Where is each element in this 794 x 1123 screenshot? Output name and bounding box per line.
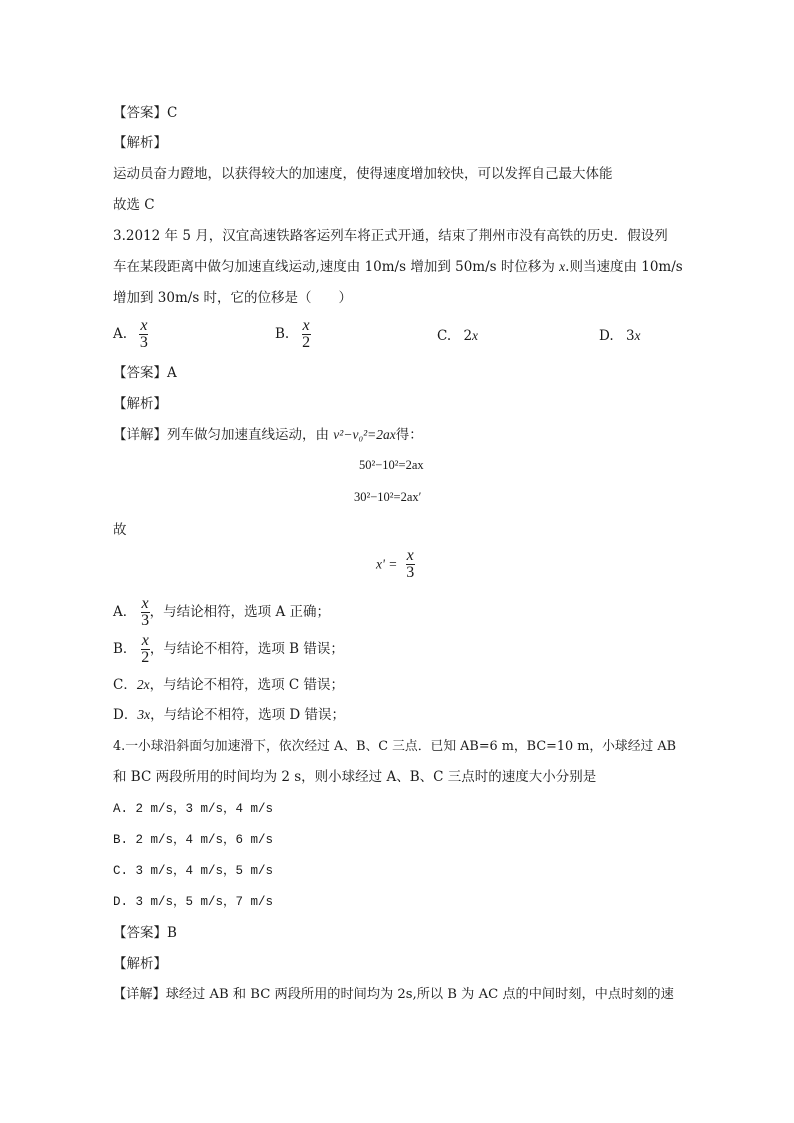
q3-explain-b	[113, 633, 344, 666]
q3-answer: 【答案】A	[113, 365, 177, 381]
q3-explain-a-text: ，与结论相符，选项 A 正确；	[149, 604, 330, 620]
fraction-numerator: x	[406, 547, 414, 564]
q3-result-lhs: x' =	[376, 556, 398, 572]
q4-stem-line2: 和 BC 两段所用的时间均为 2 s，则小球经过 A、B、C 三点时的速度大小分别是	[113, 769, 597, 785]
q3-explain-a	[113, 596, 330, 629]
q3-explain-d	[113, 706, 345, 724]
fraction-numerator: x	[140, 317, 148, 334]
q3-analysis-label: 【解析】	[113, 396, 167, 412]
q3-stem-line1: 3.2012 年 5 月，汉宜高速铁路客运列车将正式开通，结束了荆州市没有高铁的历史．假设列	[113, 228, 668, 244]
q4-option-a: A. 2 m/s，3 m/s，4 m/s	[113, 802, 274, 816]
q3-option-b-fraction	[302, 318, 311, 351]
q4-option-d: D. 3 m/s，5 m/s，7 m/s	[113, 895, 274, 909]
q3-option-a-label: A.	[113, 326, 128, 342]
q3-detail-a: 【详解】列车做匀加速直线运动，由	[113, 427, 334, 443]
q3-result-fraction	[406, 548, 415, 581]
q3-stem-line2-var: x	[559, 259, 566, 274]
q3-option-c-var: x	[472, 328, 479, 343]
q3-detail-formula: v²−v₀²=2ax	[333, 427, 396, 442]
q3-explain-a-label: A．	[113, 604, 137, 620]
q2-analysis-label: 【解析】	[113, 135, 167, 151]
q3-stem-line2	[113, 258, 683, 276]
fraction-denominator: 3	[141, 612, 150, 629]
q3-so: 故	[113, 522, 127, 538]
q3-option-b-label: B.	[275, 326, 290, 342]
q3-option-c-label: C.	[437, 328, 452, 344]
q4-answer: 【答案】B	[113, 925, 177, 941]
fraction-denominator: 3	[139, 334, 148, 351]
q3-explain-a-fraction	[141, 596, 150, 629]
q3-option-c-coef: 2	[463, 328, 473, 344]
q2-analysis-text: 运动员奋力蹬地，以获得较大的加速度，使得速度增加较快，可以发挥自己最大体能	[113, 166, 613, 182]
q3-option-c	[437, 327, 478, 345]
q4-detail: 【详解】球经过 AB 和 BC 两段所用的时间均为 2s,所以 B 为 AC 点的中间时刻，中点时刻的速	[113, 987, 674, 1002]
q3-explain-b-text: ，与结论不相符，选项 B 错误；	[149, 641, 344, 657]
q3-option-a-fraction	[139, 318, 148, 351]
fraction-numerator: x	[141, 595, 149, 612]
q3-detail	[113, 426, 423, 444]
q3-equation-1: 50²−10²=2ax	[359, 458, 424, 472]
fraction-denominator: 3	[406, 564, 415, 581]
q3-option-a	[113, 318, 148, 351]
q3-explain-c-expr: 2x	[136, 677, 150, 692]
q4-option-c: C. 3 m/s，4 m/s，5 m/s	[113, 864, 274, 878]
q4-analysis-label: 【解析】	[113, 956, 167, 972]
q3-stem-line3: 增加到 30m/s 时，它的位移是（ ）	[113, 290, 353, 306]
q3-option-d-var: x	[634, 328, 641, 343]
q4-stem-line1: 4.一小球沿斜面匀加速滑下，依次经过 A、B、C 三点．已知 AB=6 m，BC=10 m，小球经过 AB	[113, 739, 677, 754]
q4-option-b: B. 2 m/s，4 m/s，6 m/s	[113, 833, 274, 847]
q3-stem-line2-a: 车在某段距离中做匀加速直线运动,速度由 10m/s 增加到 50m/s 时位移为	[113, 259, 560, 275]
q3-explain-d-text: ，与结论不相符，选项 D 错误；	[150, 707, 345, 723]
q3-explain-b-label: B．	[113, 641, 137, 657]
fraction-numerator: x	[302, 317, 310, 334]
fraction-denominator: 2	[302, 334, 311, 351]
q3-option-d-label: D.	[599, 328, 614, 344]
q3-equation-2: 30²−10²=2ax′	[354, 490, 422, 504]
q3-option-b	[275, 318, 311, 351]
q3-explain-c	[113, 676, 344, 694]
q3-option-d-coef: 3	[625, 328, 635, 344]
q3-detail-b: 得：	[395, 427, 423, 443]
q3-explain-b-fraction	[141, 633, 150, 666]
q3-explain-d-label: D．	[113, 707, 138, 723]
q3-explain-d-expr: 3x	[137, 707, 151, 722]
q2-answer: 【答案】C	[113, 105, 178, 121]
fraction-numerator: x	[141, 632, 149, 649]
q2-conclusion: 故选 C	[113, 197, 155, 213]
q3-stem-line2-b: .则当速度由 10m/s	[565, 259, 683, 275]
q3-explain-c-text: ，与结论不相符，选项 C 错误；	[149, 677, 345, 693]
q3-explain-c-label: C．	[113, 677, 137, 693]
q3-option-d	[599, 327, 641, 345]
q3-result	[376, 548, 415, 581]
fraction-denominator: 2	[141, 649, 150, 666]
